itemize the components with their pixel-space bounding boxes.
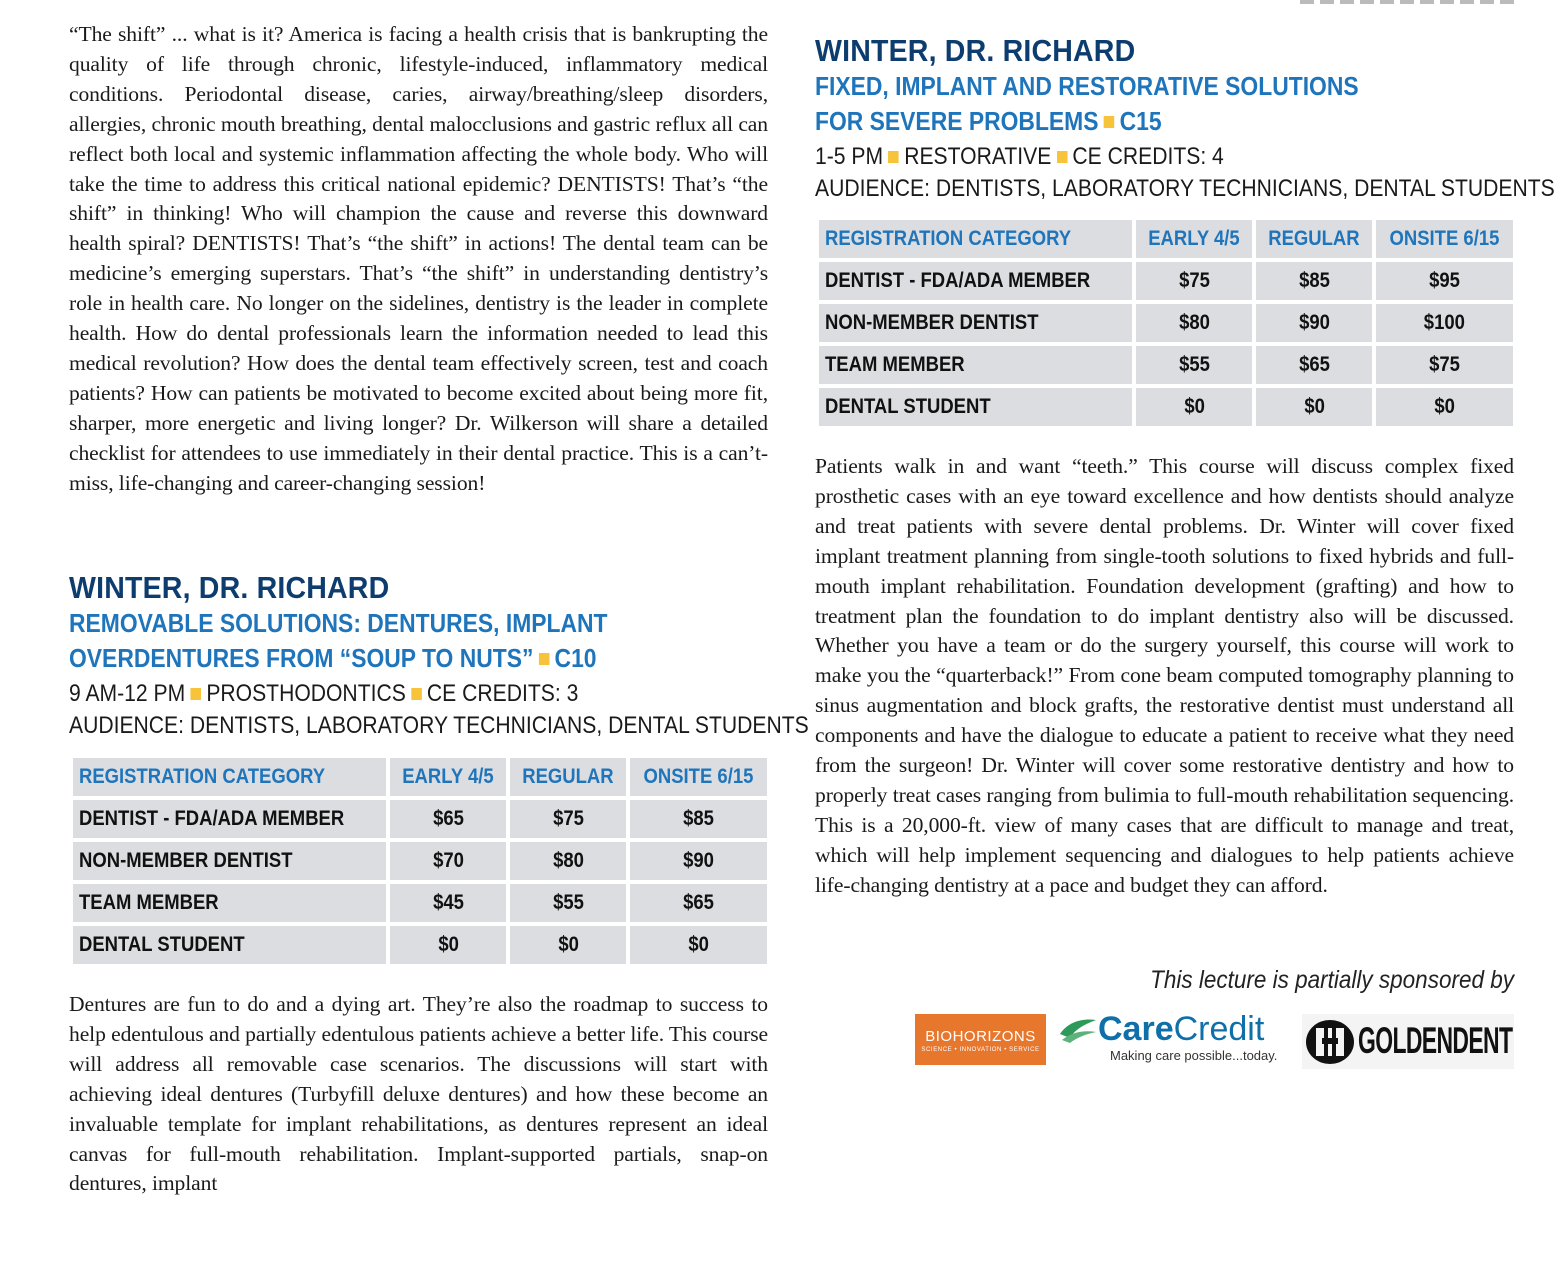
table-cell: $55 [1136, 346, 1252, 384]
goldendent-emblem-icon [1304, 1018, 1356, 1066]
course-code: C15 [1119, 106, 1162, 136]
table-header-row [73, 758, 767, 796]
session-c10 [69, 570, 809, 742]
page-corner-mark [1300, 0, 1515, 4]
table-cell: DENTAL STUDENT [819, 388, 1132, 426]
table-cell: $100 [1376, 304, 1513, 342]
table-cell: $55 [510, 884, 626, 922]
biohorizons-tagline: SCIENCE • INNOVATION • SERVICE [921, 1047, 1040, 1053]
table-row [73, 884, 767, 922]
table-cell: $75 [1136, 262, 1252, 300]
course-title-text: OVERDENTURES FROM “SOUP TO NUTS” [69, 643, 534, 673]
intro-paragraph: “The shift” ... what is it? America is facing a health crisis that is bankrupting the quality of life through chronic, lifestyle-induced, inflammatory medical conditions. Periodontal disease, caries, airway/breathing/sleep disorders, allergies, chronic mouth breathing, dental malocclusions and gastric reflux all can reflect both local and systemic inflammation affecting the whole body. Who will take the time to address this critical national epidemic? DENTISTS! That’s “the shift” in thinking! Who will champion the cause and reverse this downward health spiral? DENTISTS! That’s “the shift” in actions! The dental team can be medicine’s emerging superstars. That’s “the shift” in understanding dentistry’s role in health care. No longer on the sidelines, dentistry is the leader in complete health. How do dental professionals learn the information needed to lead this medical revolution? How does the dental team effectively screen, test and coach patients? How can patients be motivated to become excited about being more fit, sharper, more energetic and living longer? Dr. Wilkerson will share a detailed checklist for attendees to use immediately in their dental practice. This is a can’t-miss, life-changing and career-changing session! [69, 22, 768, 495]
session-meta [815, 141, 1430, 173]
table-cell: $45 [390, 884, 506, 922]
table-cell: NON-MEMBER DENTIST [73, 842, 386, 880]
speaker-name: WINTER, DR. RICHARD [815, 33, 1136, 68]
table-row [819, 388, 1513, 426]
table-cell: $80 [510, 842, 626, 880]
carecredit-tagline: Making care possible...today. [1110, 1048, 1278, 1063]
table-cell: $0 [1376, 388, 1513, 426]
table-cell: $0 [510, 926, 626, 964]
column-header: ONSITE 6/15 [630, 758, 767, 796]
registration-table-c15 [815, 216, 1517, 430]
table-cell: $65 [630, 884, 767, 922]
bullet-square [1057, 151, 1068, 163]
table-cell: $65 [1256, 346, 1372, 384]
goldendent-logo [1302, 1014, 1514, 1069]
speaker-name: WINTER, DR. RICHARD [69, 570, 390, 605]
table-cell: DENTAL STUDENT [73, 926, 386, 964]
table-cell: $0 [630, 926, 767, 964]
sponsor-note-wrap [815, 966, 1514, 995]
course-title-text: FOR SEVERE PROBLEMS [815, 106, 1099, 136]
bullet-square [539, 653, 550, 665]
column-header: EARLY 4/5 [1136, 220, 1252, 258]
carecredit-leaf-icon [1058, 1016, 1098, 1044]
table-cell: TEAM MEMBER [73, 884, 386, 922]
session-track: RESTORATIVE [904, 143, 1052, 170]
session-time: 9 AM-12 PM [69, 680, 186, 707]
table-cell: $0 [1256, 388, 1372, 426]
session-audience: AUDIENCE: DENTISTS, LABORATORY TECHNICIANS, DENTAL STUDENTS [815, 175, 1555, 202]
column-header: REGISTRATION CATEGORY [819, 220, 1132, 258]
session-credits: CE CREDITS: 3 [426, 680, 579, 707]
goldendent-wordmark: GOLDENDENT [1358, 1020, 1513, 1061]
session-audience: AUDIENCE: DENTISTS, LABORATORY TECHNICIANS, DENTAL STUDENTS [69, 712, 809, 739]
session-c15 [815, 33, 1555, 205]
course-title-line2 [69, 641, 684, 676]
table-cell: NON-MEMBER DENTIST [819, 304, 1132, 342]
table-row [819, 346, 1513, 384]
table-row [73, 800, 767, 838]
table-cell: DENTIST - FDA/ADA MEMBER [73, 800, 386, 838]
table-cell: $85 [630, 800, 767, 838]
course-title-line1: FIXED, IMPLANT AND RESTORATIVE SOLUTIONS [815, 71, 1359, 101]
table-cell: $0 [1136, 388, 1252, 426]
table-header-row [819, 220, 1513, 258]
column-header: REGULAR [510, 758, 626, 796]
sponsor-note: This lecture is partially sponsored by [1150, 966, 1514, 994]
bullet-square [411, 688, 422, 700]
carecredit-logo [1058, 1012, 1290, 1067]
table-cell: TEAM MEMBER [819, 346, 1132, 384]
table-cell: $90 [1256, 304, 1372, 342]
course-code: C10 [554, 643, 597, 673]
table-row [73, 842, 767, 880]
table-cell: $0 [390, 926, 506, 964]
table-cell: $85 [1256, 262, 1372, 300]
table-cell: $70 [390, 842, 506, 880]
session-meta [69, 678, 684, 710]
bullet-square [1104, 116, 1115, 128]
carecredit-wordmark: CareCredit [1098, 1010, 1265, 1048]
column-header: REGULAR [1256, 220, 1372, 258]
column-header: EARLY 4/5 [390, 758, 506, 796]
table-cell: $65 [390, 800, 506, 838]
table-cell: $75 [510, 800, 626, 838]
course-description-c15: Patients walk in and want “teeth.” This course will discuss complex fixed prosthetic cases with an eye toward excellence and how dentists should analyze and treat patients with severe dental problems. Dr. Winter will cover fixed implant treatment planning from single-tooth solutions to fixed hybrids and full-mouth implant rehabilitation. Foundation development (grafting) and how to treatment plan the foundation to do implant dentistry also will be discussed. Whether you have a team or do the surgery yourself, this course will work to make you the “quarterback!” From cone beam computed tomography planning to sinus augmentation and block grafts, the restorative dentist must understand all components and have the dialogue to educate a patient to receive what they need from the surgeon! Dr. Winter will cover some restorative dentistry and how to properly treat cases ranging from bulimia to full-mouth rehabilitation sequencing. This is a 20,000-ft. view of many cases that are difficult to manage and treat, which will help implement sequencing and dialogues to help patients achieve life-changing dentistry at a pace and budget they can afford. [815, 454, 1514, 897]
bullet-square [190, 688, 201, 700]
course-title-line2 [815, 104, 1430, 139]
table-cell: $90 [630, 842, 767, 880]
table-row [73, 926, 767, 964]
column-header: ONSITE 6/15 [1376, 220, 1513, 258]
sponsor-logos [815, 1012, 1514, 1072]
session-track: PROSTHODONTICS [206, 680, 406, 707]
bullet-square [888, 151, 899, 163]
biohorizons-logo [915, 1014, 1046, 1065]
table-cell: $80 [1136, 304, 1252, 342]
session-time: 1-5 PM [815, 143, 884, 170]
course-description-c10: Dentures are fun to do and a dying art. They’re also the roadmap to success to help edentulous and partially edentulous patients achieve a better life. This course will address all removable case scenarios. The discussions will start with achieving ideal dentures (Turbyfill deluxe dentures) and how these become an invaluable template for implant rehabilitations, as dentures represent an ideal canvas for full-mouth rehabilitation. Implant-supported partials, snap-on dentures, implant [69, 992, 768, 1196]
table-cell: DENTIST - FDA/ADA MEMBER [819, 262, 1132, 300]
column-header: REGISTRATION CATEGORY [73, 758, 386, 796]
course-title-line1: REMOVABLE SOLUTIONS: DENTURES, IMPLANT [69, 608, 608, 638]
table-cell: $95 [1376, 262, 1513, 300]
biohorizons-name: BIOHORIZONS [925, 1028, 1036, 1045]
table-row [819, 304, 1513, 342]
table-row [819, 262, 1513, 300]
registration-table-c10 [69, 754, 771, 968]
session-credits: CE CREDITS: 4 [1072, 143, 1224, 170]
table-cell: $75 [1376, 346, 1513, 384]
